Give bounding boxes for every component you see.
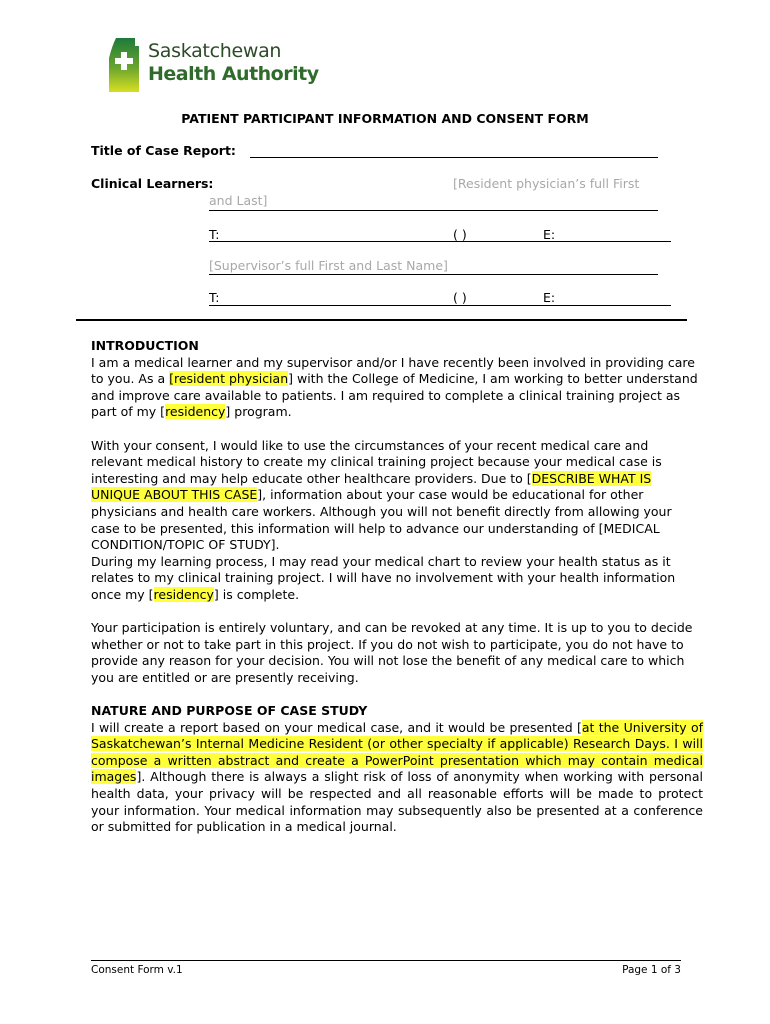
clinical-learners-label: Clinical Learners: <box>91 176 214 191</box>
highlight-residency-2: residency <box>153 586 214 602</box>
resident-name-line <box>209 210 658 211</box>
resident-placeholder-line1[interactable]: [Resident physician’s full First <box>453 176 640 191</box>
highlight-resident-physician: [resident physician <box>169 371 289 387</box>
highlight-residency: residency <box>165 404 226 420</box>
supervisor-t-label: T: <box>209 290 220 305</box>
province-cross-icon <box>106 36 142 94</box>
supervisor-contact-line[interactable] <box>209 305 671 306</box>
supervisor-e-label: E: <box>543 290 556 305</box>
nature-heading: NATURE AND PURPOSE OF CASE STUDY <box>91 703 368 719</box>
logo-line-2: Health Authority <box>148 63 319 85</box>
introduction-heading: INTRODUCTION <box>91 338 199 353</box>
case-report-line[interactable] <box>250 157 658 158</box>
resident-t-label: T: <box>209 227 220 242</box>
footer-form-version: Consent Form v.1 <box>91 964 183 976</box>
intro-paragraph-1: I am a medical learner and my supervisor and/or I have recently been involved in providing care to you. As a [resident physician] with the College of Medicine, I am working to better understand and improve care available to patients. I am required to complete a clinical training project as part of my [residency] program. <box>91 354 698 420</box>
intro-paragraph-3: During my learning process, I may read your medical chart to review your health status as it relates to my clinical training project. I will have no involvement with your health information once my [residency] is complete. <box>91 553 676 602</box>
resident-phone-parens[interactable]: ( ) <box>453 227 467 242</box>
supervisor-name-line <box>209 274 658 275</box>
logo-line-1: Saskatchewan <box>148 40 282 62</box>
intro-paragraph-2: With your consent, I would like to use the circumstances of your recent medical care and relevant medical history to create my clinical training project because your medical case is interesting and may help educate other healthcare providers. Due to [DESCRIBE WHAT IS UNIQUE ABOUT THIS CASE], information about your case would be educational for other physicians and health care workers. Although you will not benefit directly from allowing your case to be presented, this information will help to advance our understanding of [MEDICAL CONDITION/TOPIC OF STUDY]. <box>91 437 672 553</box>
resident-placeholder-line2[interactable]: and Last] <box>209 193 268 208</box>
saskatchewan-health-authority-logo <box>106 36 326 96</box>
footer-page-number: Page 1 of 3 <box>622 964 681 976</box>
intro-paragraph-4: Your participation is entirely voluntary, and can be revoked at any time. It is up to you to decide whether or not to take part in this project. If you do not wish to participate, you do not have to provide any reason for your decision. You will not lose the benefit of any medical care to which you are entitled or are presently receiving. <box>91 620 693 685</box>
case-report-label: Title of Case Report: <box>91 143 236 158</box>
form-title: PATIENT PARTICIPANT INFORMATION AND CONSENT FORM <box>181 111 589 126</box>
resident-contact-line[interactable] <box>209 241 671 242</box>
resident-e-label: E: <box>543 227 556 242</box>
footer-rule <box>91 960 681 961</box>
nature-paragraph: I will create a report based on your medical case, and it would be presented [at the University of Saskatchewan’s Internal Medicine Resident (or other specialty if applicable) Research Days. I will compose a written abstract and create a PowerPoint presentation which may contain medical images]. Although there is always a slight risk of loss of anonymity when working with personal health data, your privacy will be respected and all reasonable efforts will be made to protect your information. Your medical information may subsequently also be presented at a conference or submitted for publication in a medical journal. <box>91 719 703 835</box>
supervisor-phone-parens[interactable]: ( ) <box>453 290 467 305</box>
supervisor-placeholder[interactable]: [Supervisor’s full First and Last Name] <box>209 258 448 273</box>
section-divider <box>76 319 687 321</box>
highlight-presentation-venue: at the University of Saskatchewan’s Internal Medicine Resident (or other specialty if applicable) Research Days. I will compose a written abstract and create a PowerPoint presentation which may contain medical images <box>91 719 703 785</box>
introduction-section <box>91 338 703 836</box>
highlight-describe-case: DESCRIBE WHAT IS UNIQUE ABOUT THIS CASE <box>91 470 652 503</box>
